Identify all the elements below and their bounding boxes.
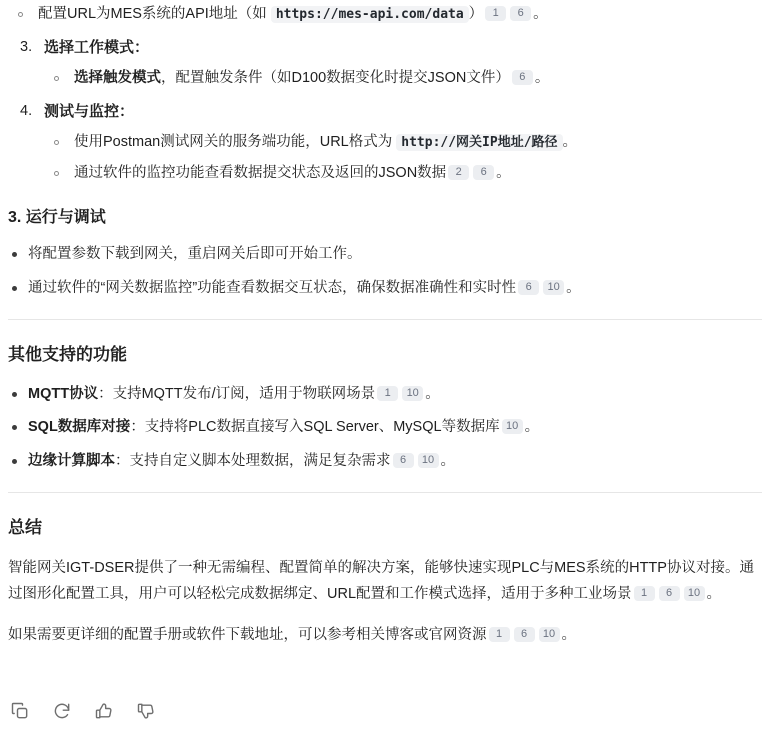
bullet-circle-icon [18, 12, 23, 17]
message-action-bar [10, 701, 156, 721]
list-item-end: 。 [524, 419, 540, 436]
citation-ref[interactable]: 10 [684, 586, 705, 601]
run-bullets [8, 242, 762, 301]
sub-item-end: 。 [534, 69, 550, 86]
list-item [44, 161, 762, 186]
citation-ref[interactable]: 6 [659, 586, 680, 601]
step-title: 选择工作模式： [44, 39, 150, 57]
citation-ref[interactable]: 10 [418, 453, 439, 468]
section-heading-run: 3. 运行与调试 [8, 209, 106, 227]
section-heading-other: 其他支持的功能 [8, 345, 127, 364]
steps-list [8, 35, 762, 186]
citation-ref[interactable]: 10 [543, 280, 564, 295]
citation-ref[interactable]: 6 [518, 280, 539, 295]
sub-item-text: 使用Postman测试网关的服务端功能，URL格式为 [74, 133, 397, 150]
citation-ref[interactable]: 10 [402, 386, 423, 401]
list-item [8, 2, 762, 27]
feature-desc: ：支持MQTT发布/订阅，适用于物联网场景 [98, 385, 376, 402]
inline-code: https://mes-api.com/data [271, 6, 469, 23]
sub-item-text: ，配置触发条件（如D100数据变化时提交JSON文件） [161, 69, 510, 86]
step-title: 测试与监控： [44, 103, 135, 121]
list-item-text: 通过软件的“网关数据监控”功能查看数据交互状态，确保数据准确性和实时性 [28, 279, 517, 296]
copy-icon[interactable] [10, 701, 30, 721]
citation-ref[interactable]: 6 [393, 453, 414, 468]
inline-code: http://网关IP地址/路径 [396, 134, 562, 151]
thumbs-up-icon[interactable] [94, 701, 114, 721]
thumbs-down-icon[interactable] [136, 701, 156, 721]
feature-desc: ：支持自定义脚本处理数据，满足复杂需求 [115, 452, 391, 469]
summary-text: 如果需要更详细的配置手册或软件下载地址，可以参考相关博客或官网资源 [8, 627, 487, 644]
citation-ref[interactable]: 1 [634, 586, 655, 601]
bullet-dot-icon [12, 252, 17, 257]
sub-item-end: 。 [496, 164, 511, 181]
divider [8, 319, 762, 320]
summary-paragraph-1 [8, 555, 762, 609]
citation-ref[interactable]: 6 [510, 6, 531, 21]
citation-ref[interactable]: 10 [502, 419, 523, 434]
list-item [8, 449, 762, 474]
citation-ref[interactable]: 6 [473, 165, 494, 180]
sub-item-text: 通过软件的监控功能查看数据提交状态及返回的JSON数据 [74, 164, 447, 181]
section-heading-summary: 总结 [8, 517, 42, 537]
feature-name: MQTT协议 [28, 385, 99, 402]
sub-item-end: 。 [562, 133, 578, 150]
list-item [44, 66, 762, 91]
citation-ref[interactable]: 10 [539, 627, 560, 642]
step-number: 4. [20, 103, 33, 120]
feature-name: SQL数据库对接 [28, 419, 131, 436]
list-item [8, 242, 762, 267]
refresh-icon[interactable] [52, 701, 72, 721]
citation-ref[interactable]: 6 [512, 70, 533, 85]
citation-ref[interactable]: 1 [485, 6, 506, 21]
list-item [8, 415, 762, 440]
citation-ref[interactable]: 1 [377, 386, 398, 401]
citation-ref[interactable]: 1 [489, 627, 510, 642]
citation-ref[interactable]: 6 [514, 627, 535, 642]
list-item-end: 。 [533, 6, 548, 22]
list-item-text-after: ） [468, 6, 484, 22]
bullet-dot-icon [12, 286, 17, 291]
bullet-circle-icon [54, 76, 59, 81]
summary-text: 智能网关IGT-DSER提供了一种无需编程、配置简单的解决方案，能够快速实现PLC与MES系统的HTTP协议对接。通过图形化配置工具，用户可以轻松完成数据绑定、URL配置和工作模式选择，适用于多种工业场景 [8, 559, 754, 603]
summary-end: 。 [561, 627, 576, 644]
step-number: 3. [20, 39, 33, 56]
step-sub-list [44, 66, 762, 91]
bullet-circle-icon [54, 140, 59, 145]
list-item-end: 。 [566, 279, 581, 296]
citation-ref[interactable]: 2 [448, 165, 469, 180]
answer-content [8, 0, 762, 649]
summary-paragraph-2 [8, 622, 762, 649]
sub-item-bold: 选择触发模式 [74, 69, 161, 86]
bullet-dot-icon [12, 392, 17, 397]
bullet-dot-icon [12, 459, 17, 464]
bullet-circle-icon [54, 171, 59, 176]
list-item-text: 将配置参数下载到网关，重启网关后即可开始工作。 [28, 246, 362, 263]
list-item-end: 。 [425, 385, 440, 402]
other-features-bullets [8, 382, 762, 474]
list-item-text-before: 配置URL为MES系统的API地址（如 [38, 6, 271, 22]
list-item [44, 130, 762, 155]
summary-end: 。 [706, 586, 722, 603]
list-item-end: 。 [440, 452, 455, 469]
step-item-4 [8, 99, 762, 186]
feature-desc: ：支持将PLC数据直接写入SQL Server、MySQL等数据库 [130, 419, 500, 436]
step-sub-list [44, 130, 762, 187]
feature-name: 边缘计算脚本 [28, 452, 115, 469]
list-item [8, 382, 762, 407]
bullet-dot-icon [12, 425, 17, 430]
list-item [8, 276, 762, 301]
step-item-3 [8, 35, 762, 91]
divider [8, 492, 762, 493]
top-partial-list [8, 2, 762, 27]
